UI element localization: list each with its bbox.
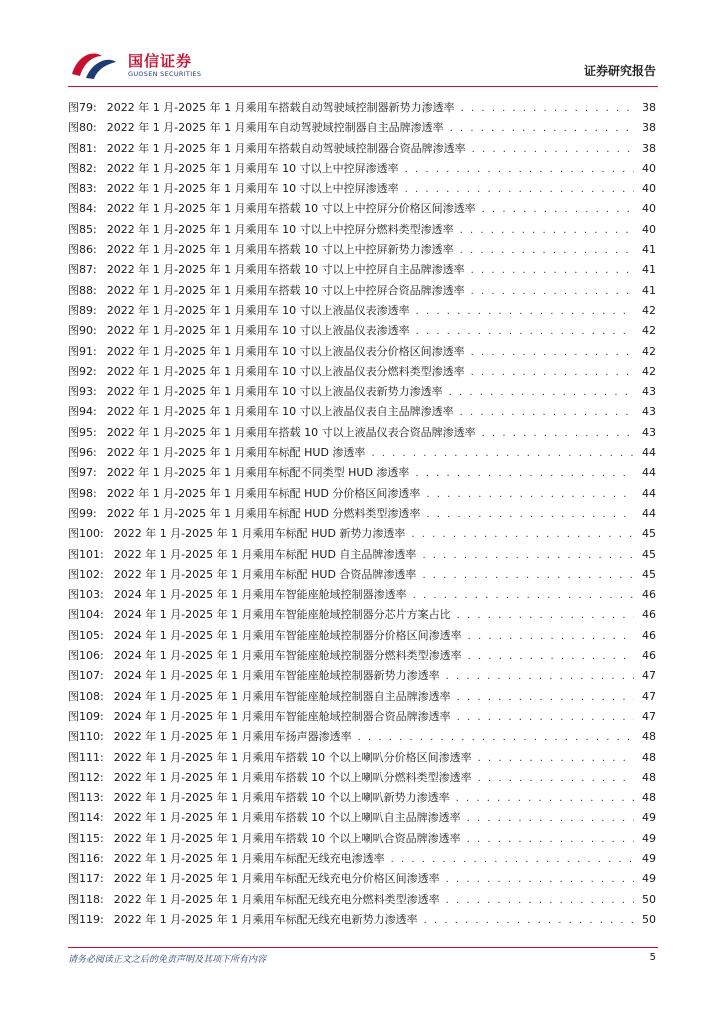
toc-entry[interactable] — [68, 789, 656, 809]
page-number: 5 — [649, 952, 656, 963]
toc-page-number: 40 — [642, 202, 656, 216]
toc-figure-title: 2022 年 1 月-2025 年 1 月乘用车搭载 10 个以上喇叭分燃料类型渗透率 — [113, 770, 472, 784]
footer-divider — [68, 947, 658, 948]
toc-figure-title: 2022 年 1 月-2025 年 1 月乘用车 10 寸以上液晶仪表分燃料类型渗透率 — [106, 364, 465, 378]
toc-figure-label: 图102: — [68, 567, 104, 581]
toc-entry[interactable] — [68, 525, 656, 545]
toc-dot-leader — [482, 428, 634, 439]
toc-figure-label: 图105: — [68, 628, 104, 642]
toc-page-number: 48 — [642, 750, 656, 764]
toc-dot-leader — [426, 489, 634, 500]
toc-entry[interactable] — [68, 728, 656, 748]
toc-figure-title: 2022 年 1 月-2025 年 1 月乘用车标配 HUD 分燃料类型渗透率 — [106, 506, 421, 520]
toc-figure-label: 图106: — [68, 649, 104, 663]
toc-dot-leader — [467, 834, 634, 845]
toc-entry[interactable] — [68, 688, 656, 708]
toc-page-number: 42 — [642, 364, 656, 378]
toc-page-number: 42 — [642, 303, 656, 317]
toc-entry[interactable] — [68, 363, 656, 383]
toc-dot-leader — [468, 631, 634, 642]
toc-entry[interactable] — [68, 891, 656, 911]
toc-figure-title: 2022 年 1 月-2025 年 1 月乘用车 10 寸以上液晶仪表新势力渗透率 — [106, 385, 443, 399]
toc-page-number: 44 — [642, 486, 656, 500]
toc-dot-leader — [457, 610, 634, 621]
toc-dot-leader — [424, 915, 634, 926]
toc-figure-title: 2022 年 1 月-2025 年 1 月乘用车标配不同类型 HUD 渗透率 — [106, 466, 410, 480]
toc-figure-label: 图109: — [68, 709, 104, 723]
toc-entry[interactable] — [68, 180, 656, 200]
toc-entry[interactable] — [68, 749, 656, 769]
toc-dot-leader — [478, 753, 634, 764]
toc-figure-label: 图87: — [68, 263, 97, 277]
toc-figure-title: 2022 年 1 月-2025 年 1 月乘用车标配 HUD 新势力渗透率 — [113, 527, 406, 541]
toc-dot-leader — [426, 509, 634, 520]
toc-figure-label: 图107: — [68, 669, 104, 683]
toc-entry[interactable] — [68, 769, 656, 789]
toc-figure-title: 2022 年 1 月-2025 年 1 月乘用车 10 寸以上中控屏渗透率 — [106, 182, 399, 196]
toc-entry[interactable] — [68, 464, 656, 484]
toc-dot-leader — [471, 367, 634, 378]
toc-figure-title: 2022 年 1 月-2025 年 1 月乘用车标配无线充电分燃料类型渗透率 — [113, 892, 440, 906]
toc-page-number: 40 — [642, 182, 656, 196]
toc-figure-label: 图95: — [68, 425, 97, 439]
toc-entry[interactable] — [68, 809, 656, 829]
toc-dot-leader — [457, 692, 634, 703]
toc-dot-leader — [411, 529, 634, 540]
toc-figure-title: 2022 年 1 月-2025 年 1 月乘用车 10 寸以上液晶仪表渗透率 — [106, 324, 410, 338]
toc-page-number: 42 — [642, 344, 656, 358]
toc-page-number: 45 — [642, 567, 656, 581]
toc-figure-label: 图114: — [68, 811, 104, 825]
report-type-label: 证券研究报告 — [583, 64, 656, 78]
toc-figure-title: 2022 年 1 月-2025 年 1 月乘用车搭载 10 个以上喇叭新势力渗透率 — [113, 791, 450, 805]
toc-entry[interactable] — [68, 485, 656, 505]
toc-figure-label: 图79: — [68, 101, 97, 114]
toc-figure-label: 图104: — [68, 608, 104, 622]
toc-page-number: 47 — [642, 709, 656, 723]
company-logo — [68, 44, 268, 84]
toc-figure-label: 图97: — [68, 466, 97, 480]
toc-dot-leader — [449, 387, 634, 398]
toc-figure-title: 2022 年 1 月-2025 年 1 月乘用车搭载 10 寸以上中控屏合资品牌渗透率 — [106, 283, 465, 297]
toc-entry[interactable] — [68, 830, 656, 850]
toc-entry[interactable] — [68, 424, 656, 444]
toc-page-number: 42 — [642, 324, 656, 338]
toc-page-number: 49 — [642, 851, 656, 865]
toc-dot-leader — [457, 712, 634, 723]
toc-page-number: 45 — [642, 527, 656, 541]
toc-dot-leader — [467, 813, 634, 824]
toc-page-number: 40 — [642, 222, 656, 236]
logo-chinese-name: 国信证券 — [128, 52, 193, 70]
toc-figure-label: 图80: — [68, 121, 97, 135]
toc-dot-leader — [460, 407, 634, 418]
toc-figure-label: 图108: — [68, 689, 104, 703]
figure-table-of-contents — [68, 99, 656, 931]
toc-entry[interactable] — [68, 261, 656, 281]
toc-dot-leader — [460, 225, 634, 236]
toc-figure-title: 2022 年 1 月-2025 年 1 月乘用车标配 HUD 分价格区间渗透率 — [106, 486, 421, 500]
toc-dot-leader — [471, 347, 634, 358]
toc-dot-leader — [471, 286, 634, 297]
toc-figure-title: 2022 年 1 月-2025 年 1 月乘用车搭载自动驾驶域控制器合资品牌渗透率 — [106, 141, 466, 155]
toc-page-number: 48 — [642, 791, 656, 805]
toc-page-number: 43 — [642, 385, 656, 399]
toc-figure-label: 图101: — [68, 547, 104, 561]
toc-entry[interactable] — [68, 119, 656, 139]
toc-page-number: 49 — [642, 831, 656, 845]
toc-page-number: 47 — [642, 689, 656, 703]
toc-page-number: 40 — [642, 161, 656, 175]
toc-figure-label: 图112: — [68, 770, 104, 784]
toc-dot-leader — [405, 164, 634, 175]
toc-figure-title: 2022 年 1 月-2025 年 1 月乘用车 10 寸以上液晶仪表自主品牌渗透率 — [106, 405, 454, 419]
toc-entry[interactable] — [68, 505, 656, 525]
toc-page-number: 44 — [642, 506, 656, 520]
toc-dot-leader — [468, 651, 634, 662]
toc-figure-title: 2022 年 1 月-2025 年 1 月乘用车自动驾驶域控制器自主品牌渗透率 — [106, 121, 444, 135]
toc-dot-leader — [405, 184, 634, 195]
toc-page-number: 38 — [642, 121, 656, 135]
toc-page-number: 43 — [642, 425, 656, 439]
toc-entry[interactable] — [68, 403, 656, 423]
toc-dot-leader — [371, 448, 634, 459]
toc-page-number: 46 — [642, 608, 656, 622]
toc-entry[interactable] — [68, 850, 656, 870]
toc-figure-label: 图84: — [68, 202, 97, 216]
toc-figure-label: 图110: — [68, 730, 104, 744]
toc-page-number: 49 — [642, 811, 656, 825]
toc-entry[interactable] — [68, 99, 656, 119]
toc-dot-leader — [391, 854, 634, 865]
toc-dot-leader — [446, 874, 634, 885]
toc-page-number: 49 — [642, 872, 656, 886]
toc-figure-label: 图111: — [68, 750, 104, 764]
toc-figure-label: 图93: — [68, 385, 97, 399]
toc-figure-title: 2022 年 1 月-2025 年 1 月乘用车标配 HUD 合资品牌渗透率 — [113, 567, 417, 581]
toc-entry[interactable] — [68, 586, 656, 606]
toc-page-number: 38 — [642, 101, 656, 114]
toc-dot-leader — [456, 793, 634, 804]
toc-dot-leader — [416, 306, 634, 317]
toc-page-number: 43 — [642, 405, 656, 419]
logo-english-name: GUOSEN SECURITIES — [128, 70, 202, 78]
toc-figure-label: 图98: — [68, 486, 97, 500]
toc-figure-title: 2022 年 1 月-2025 年 1 月乘用车标配无线充电渗透率 — [113, 851, 385, 865]
toc-entry[interactable] — [68, 221, 656, 241]
toc-page-number: 44 — [642, 466, 656, 480]
toc-figure-title: 2024 年 1 月-2025 年 1 月乘用车智能座舱域控制器分燃料类型渗透率 — [113, 649, 462, 663]
toc-figure-title: 2022 年 1 月-2025 年 1 月乘用车搭载 10 寸以上中控屏分价格区间渗透率 — [106, 202, 476, 216]
toc-page-number: 48 — [642, 770, 656, 784]
toc-entry[interactable] — [68, 627, 656, 647]
toc-figure-label: 图82: — [68, 161, 97, 175]
toc-figure-label: 图118: — [68, 892, 104, 906]
toc-dot-leader — [446, 671, 634, 682]
toc-figure-label: 图103: — [68, 588, 104, 602]
toc-entry[interactable] — [68, 282, 656, 302]
toc-figure-label: 图89: — [68, 303, 97, 317]
toc-entry[interactable] — [68, 322, 656, 342]
toc-dot-leader — [478, 773, 634, 784]
toc-page-number: 38 — [642, 141, 656, 155]
toc-entry[interactable] — [68, 241, 656, 261]
toc-figure-label: 图100: — [68, 527, 104, 541]
guosen-logo-icon — [68, 48, 120, 80]
toc-page-number: 46 — [642, 588, 656, 602]
toc-entry[interactable] — [68, 708, 656, 728]
toc-page-number: 50 — [642, 892, 656, 906]
toc-dot-leader — [422, 570, 634, 581]
toc-figure-label: 图83: — [68, 182, 97, 196]
toc-figure-title: 2022 年 1 月-2025 年 1 月乘用车搭载 10 个以上喇叭自主品牌渗透率 — [113, 811, 461, 825]
header-divider — [68, 86, 658, 87]
toc-figure-label: 图92: — [68, 364, 97, 378]
page-header — [68, 44, 658, 84]
toc-entry[interactable] — [68, 911, 656, 931]
toc-entry[interactable] — [68, 343, 656, 363]
toc-figure-title: 2024 年 1 月-2025 年 1 月乘用车智能座舱域控制器新势力渗透率 — [113, 669, 440, 683]
toc-dot-leader — [446, 895, 634, 906]
toc-entry[interactable] — [68, 606, 656, 626]
toc-figure-label: 图116: — [68, 851, 104, 865]
toc-figure-label: 图85: — [68, 222, 97, 236]
toc-figure-title: 2022 年 1 月-2025 年 1 月乘用车搭载 10 寸以上中控屏自主品牌渗透率 — [106, 263, 465, 277]
toc-figure-label: 图113: — [68, 791, 104, 805]
toc-figure-label: 图81: — [68, 141, 97, 155]
toc-page-number: 46 — [642, 628, 656, 642]
toc-dot-leader — [422, 550, 634, 561]
toc-figure-title: 2022 年 1 月-2025 年 1 月乘用车 10 寸以上液晶仪表分价格区间渗透率 — [106, 344, 465, 358]
toc-dot-leader — [450, 123, 634, 134]
toc-dot-leader — [472, 144, 634, 155]
toc-figure-title: 2022 年 1 月-2025 年 1 月乘用车标配无线充电新势力渗透率 — [113, 912, 418, 926]
toc-dot-leader — [415, 468, 634, 479]
toc-figure-label: 图115: — [68, 831, 104, 845]
toc-entry[interactable] — [68, 566, 656, 586]
toc-figure-label: 图117: — [68, 872, 104, 886]
toc-figure-title: 2022 年 1 月-2025 年 1 月乘用车搭载 10 个以上喇叭分价格区间渗透率 — [113, 750, 472, 764]
toc-dot-leader — [358, 732, 634, 743]
toc-figure-label: 图86: — [68, 243, 97, 257]
toc-figure-title: 2022 年 1 月-2025 年 1 月乘用车扬声器渗透率 — [113, 730, 352, 744]
footer-disclaimer: 请务必阅读正文之后的免责声明及其项下所有内容 — [68, 955, 267, 965]
toc-figure-title: 2022 年 1 月-2025 年 1 月乘用车标配 HUD 渗透率 — [106, 446, 366, 460]
toc-entry[interactable] — [68, 160, 656, 180]
toc-entry[interactable] — [68, 870, 656, 890]
toc-figure-title: 2024 年 1 月-2025 年 1 月乘用车智能座舱域控制器渗透率 — [113, 588, 407, 602]
toc-figure-title: 2022 年 1 月-2025 年 1 月乘用车搭载自动驾驶域控制器新势力渗透率 — [106, 101, 455, 114]
toc-figure-title: 2022 年 1 月-2025 年 1 月乘用车 10 寸以上中控屏渗透率 — [106, 161, 399, 175]
toc-figure-label: 图119: — [68, 912, 104, 926]
toc-figure-title: 2024 年 1 月-2025 年 1 月乘用车智能座舱域控制器自主品牌渗透率 — [113, 689, 451, 703]
toc-entry[interactable] — [68, 546, 656, 566]
toc-page-number: 47 — [642, 669, 656, 683]
toc-figure-title: 2022 年 1 月-2025 年 1 月乘用车标配无线充电分价格区间渗透率 — [113, 872, 440, 886]
toc-entry[interactable] — [68, 444, 656, 464]
toc-figure-label: 图96: — [68, 446, 97, 460]
toc-figure-title: 2024 年 1 月-2025 年 1 月乘用车智能座舱域控制器合资品牌渗透率 — [113, 709, 451, 723]
toc-figure-label: 图94: — [68, 405, 97, 419]
toc-page-number: 41 — [642, 243, 656, 257]
toc-figure-title: 2022 年 1 月-2025 年 1 月乘用车搭载 10 个以上喇叭合资品牌渗透率 — [113, 831, 461, 845]
toc-page-number: 50 — [642, 912, 656, 926]
toc-page-number: 48 — [642, 730, 656, 744]
toc-dot-leader — [461, 103, 634, 114]
toc-figure-label: 图90: — [68, 324, 97, 338]
toc-entry[interactable] — [68, 140, 656, 160]
toc-page-number: 41 — [642, 283, 656, 297]
toc-entry[interactable] — [68, 200, 656, 220]
toc-entry[interactable] — [68, 302, 656, 322]
toc-entry[interactable] — [68, 667, 656, 687]
toc-figure-title: 2022 年 1 月-2025 年 1 月乘用车 10 寸以上中控屏分燃料类型渗透率 — [106, 222, 454, 236]
toc-dot-leader — [471, 265, 634, 276]
toc-page-number: 46 — [642, 649, 656, 663]
toc-dot-leader — [416, 326, 634, 337]
toc-dot-leader — [460, 245, 634, 256]
toc-figure-title: 2022 年 1 月-2025 年 1 月乘用车标配 HUD 自主品牌渗透率 — [113, 547, 417, 561]
toc-figure-title: 2022 年 1 月-2025 年 1 月乘用车 10 寸以上液晶仪表渗透率 — [106, 303, 410, 317]
toc-page-number: 44 — [642, 446, 656, 460]
toc-figure-label: 图91: — [68, 344, 97, 358]
toc-figure-title: 2024 年 1 月-2025 年 1 月乘用车智能座舱域控制器分芯片方案占比 — [113, 608, 451, 622]
toc-page-number: 41 — [642, 263, 656, 277]
toc-dot-leader — [482, 204, 634, 215]
toc-figure-label: 图99: — [68, 506, 97, 520]
toc-figure-label: 图88: — [68, 283, 97, 297]
toc-entry[interactable] — [68, 647, 656, 667]
toc-figure-title: 2024 年 1 月-2025 年 1 月乘用车智能座舱域控制器分价格区间渗透率 — [113, 628, 462, 642]
toc-figure-title: 2022 年 1 月-2025 年 1 月乘用车搭载 10 寸以上中控屏新势力渗透率 — [106, 243, 454, 257]
toc-figure-title: 2022 年 1 月-2025 年 1 月乘用车搭载 10 寸以上液晶仪表合资品牌渗透率 — [106, 425, 476, 439]
toc-dot-leader — [413, 590, 634, 601]
toc-page-number: 45 — [642, 547, 656, 561]
toc-entry[interactable] — [68, 383, 656, 403]
